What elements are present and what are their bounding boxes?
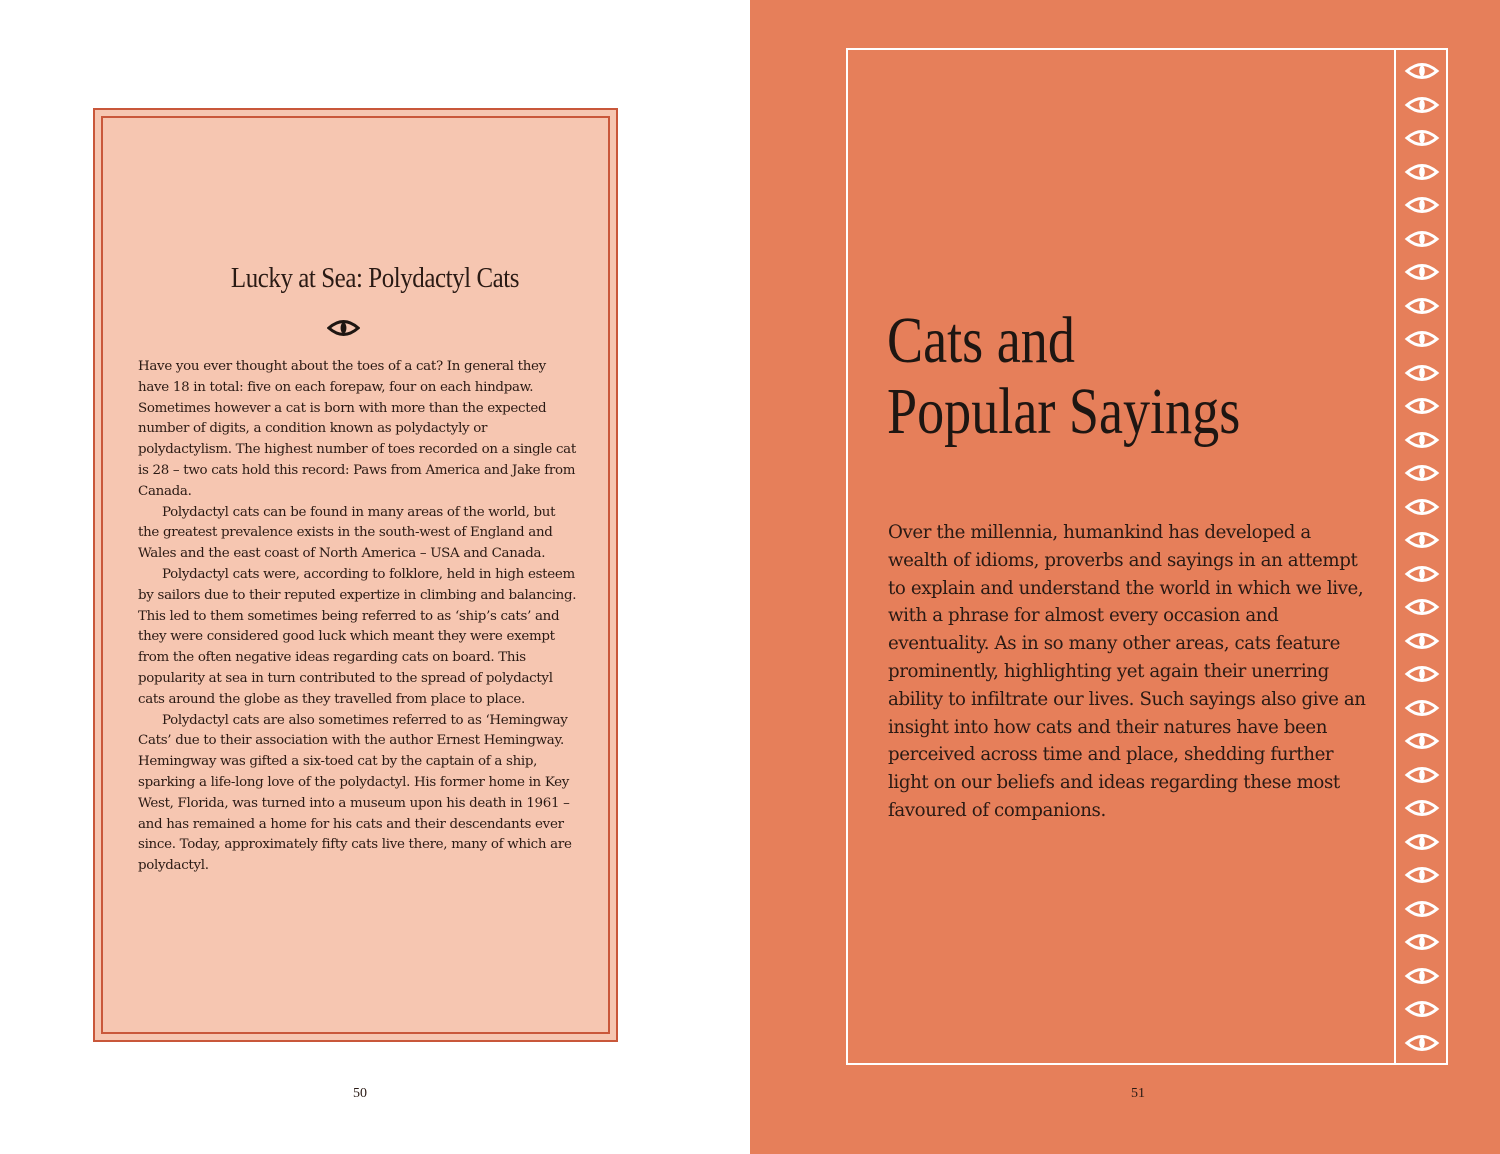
eye-icon bbox=[1404, 92, 1440, 118]
chapter-title-line-2: Popular Sayings bbox=[887, 375, 1241, 448]
eye-icon bbox=[1404, 1030, 1440, 1056]
chapter-intro: Over the millennia, humankind has developed a wealth of idioms, proverbs and sayings in an attempt to explain and understand the world in which we live, with a phrase for almost every occasion and eventuality. As in so many other areas, cats feature prominently, highlighting yet again their unerring ability to infiltrate our lives. Such sayings also give an insight into how cats and their natures have been perceived across time and place, shedding further light on our beliefs and ideas regarding these most favoured of companions. bbox=[888, 522, 1366, 821]
eye-icon bbox=[1404, 326, 1440, 352]
eye-icon bbox=[1404, 360, 1440, 386]
eye-icon bbox=[1404, 661, 1440, 687]
eye-icon bbox=[1404, 159, 1440, 185]
eye-icon bbox=[1404, 829, 1440, 855]
eye-icon bbox=[1404, 594, 1440, 620]
sidebar-title: Lucky at Sea: Polydactyl Cats bbox=[230, 262, 520, 294]
eye-icon bbox=[1404, 728, 1440, 754]
eye-icon bbox=[1404, 125, 1440, 151]
right-page bbox=[750, 0, 1500, 1154]
eye-icon bbox=[1404, 259, 1440, 285]
eye-icon bbox=[1404, 527, 1440, 553]
chapter-title-line-1: Cats and bbox=[887, 304, 1075, 377]
sidebar-body bbox=[138, 357, 578, 877]
eye-icon bbox=[1404, 762, 1440, 788]
eye-icon bbox=[1404, 929, 1440, 955]
eye-icon bbox=[1404, 427, 1440, 453]
eye-icon bbox=[327, 316, 360, 340]
eye-icon bbox=[1404, 896, 1440, 922]
eye-icon bbox=[1404, 58, 1440, 84]
eye-icon bbox=[1404, 963, 1440, 989]
eye-icon bbox=[1404, 996, 1440, 1022]
eye-icon bbox=[1404, 393, 1440, 419]
eye-icon bbox=[1404, 494, 1440, 520]
eye-icon bbox=[1404, 192, 1440, 218]
sidebar-paragraph: Have you ever thought about the toes of a cat? In general they have 18 in total: five on each forepaw, four on each hindpaw. Sometimes however a cat is born with more than the expected number of digits, a condition known as polydactyly or polydactylism. The highest number of toes recorded on a single cat is 28 – two cats hold this record: Paws from America and Jake from Canada. bbox=[138, 359, 576, 499]
page-number-left: 50 bbox=[353, 1086, 367, 1101]
eye-icon bbox=[1404, 293, 1440, 319]
sidebar-paragraph: Polydactyl cats are also sometimes referred to as ‘Hemingway Cats’ due to their association with the author Ernest Hemingway. Hemingway was gifted a six-toed cat by the captain of a ship, sparking a life-long love of the polydactyl. His former home in Key West, Florida, was turned into a museum upon his death in 1961 – and has remained a home for his cats and their descendants ever since. Today, approximately fifty cats live there, many of which are polydactyl. bbox=[138, 712, 572, 874]
eye-icon bbox=[1404, 460, 1440, 486]
eye-icon bbox=[1404, 561, 1440, 587]
page-number-right: 51 bbox=[1131, 1086, 1145, 1101]
eye-icon bbox=[1404, 795, 1440, 821]
sidebar-paragraph: Polydactyl cats were, according to folklore, held in high esteem by sailors due to their reputed expertize in climbing and balancing. This led to them sometimes being referred to as ‘ship’s cats’ and they were considered good luck which meant they were exempt from the often negative ideas regarding cats on board. This popularity at sea in turn contributed to the spread of polydactyl cats around the globe as they travelled from place to place. bbox=[138, 566, 577, 707]
eye-icon bbox=[1404, 628, 1440, 654]
eye-icon bbox=[1404, 226, 1440, 252]
eye-icon bbox=[1404, 862, 1440, 888]
chapter-title bbox=[887, 305, 1297, 447]
frame-divider bbox=[1394, 50, 1396, 1063]
sidebar-paragraph: Polydactyl cats can be found in many areas of the world, but the greatest prevalence exists in the south-west of England and Wales and the east coast of North America – USA and Canada. bbox=[138, 504, 556, 562]
eye-icon bbox=[1404, 695, 1440, 721]
